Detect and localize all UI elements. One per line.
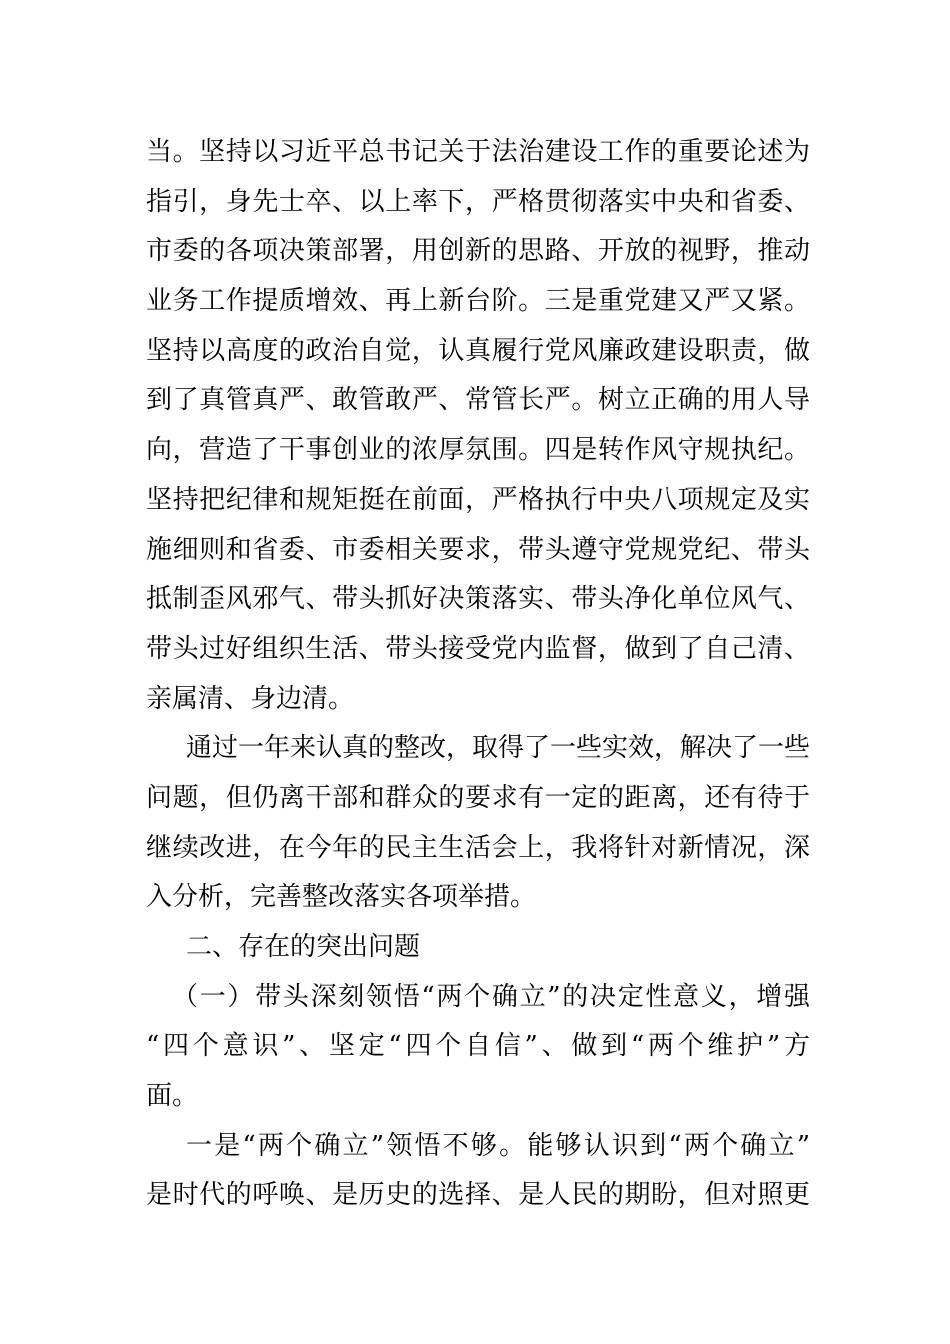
subsection-heading xyxy=(146,973,810,1122)
paragraph-line: 入分析，完善整改落实各项举措。 xyxy=(146,882,537,913)
document-body xyxy=(146,128,810,1221)
paragraph-first-point xyxy=(146,1122,810,1221)
paragraph-line: 业务工作提质增效、再上新台阶。三是重党建又严又紧。 xyxy=(146,286,810,317)
paragraph-line: “四个意识”、坚定“四个自信”、做到“两个维护”方 xyxy=(146,1031,810,1062)
paragraph-line: （一）带头深刻领悟“两个确立”的决定性意义，增强 xyxy=(172,981,810,1012)
paragraph-line: 坚持以高度的政治自觉，认真履行党风廉政建设职责，做 xyxy=(146,335,810,366)
heading-text: 二、存在的突出问题 xyxy=(186,932,421,962)
paragraph-line: 继续改进，在今年的民主生活会上，我将针对新情况，深 xyxy=(146,832,810,863)
paragraph-line: 指引，身先士卒、以上率下，严格贯彻落实中央和省委、 xyxy=(146,186,810,217)
paragraph-rectification-summary xyxy=(146,724,810,923)
paragraph-line: 带头过好组织生活、带头接受党内监督，做到了自己清、 xyxy=(146,633,810,664)
paragraph-line: 通过一年来认真的整改，取得了一些实效，解决了一些 xyxy=(186,733,811,764)
paragraph-conduct-continuation xyxy=(146,128,810,724)
paragraph-line: 面。 xyxy=(146,1081,199,1112)
paragraph-line: 当。坚持以习近平总书记关于法治建设工作的重要论述为 xyxy=(146,137,810,167)
paragraph-line: 坚持把纪律和规矩挺在前面，严格执行中央八项规定及实 xyxy=(146,484,810,515)
paragraph-line: 市委的各项决策部署，用创新的思路、开放的视野，推动 xyxy=(146,236,810,267)
paragraph-line: 向，营造了干事创业的浓厚氛围。四是转作风守规执纪。 xyxy=(146,435,810,466)
section-heading xyxy=(146,923,810,973)
paragraph-line: 是时代的呼唤、是历史的选择、是人民的期盼，但对照更 xyxy=(146,1180,810,1211)
paragraph-line: 一是“两个确立”领悟不够。能够认识到“两个确立” xyxy=(186,1130,810,1161)
paragraph-line: 亲属清、身边清。 xyxy=(146,683,355,714)
paragraph-line: 问题，但仍离干部和群众的要求有一定的距离，还有待于 xyxy=(146,782,810,813)
paragraph-line: 施细则和省委、市委相关要求，带头遵守党规党纪、带头 xyxy=(146,534,810,565)
paragraph-line: 到了真管真严、敢管敢严、常管长严。树立正确的用人导 xyxy=(146,385,810,416)
paragraph-line: 抵制歪风邪气、带头抓好决策落实、带头净化单位风气、 xyxy=(146,584,810,615)
